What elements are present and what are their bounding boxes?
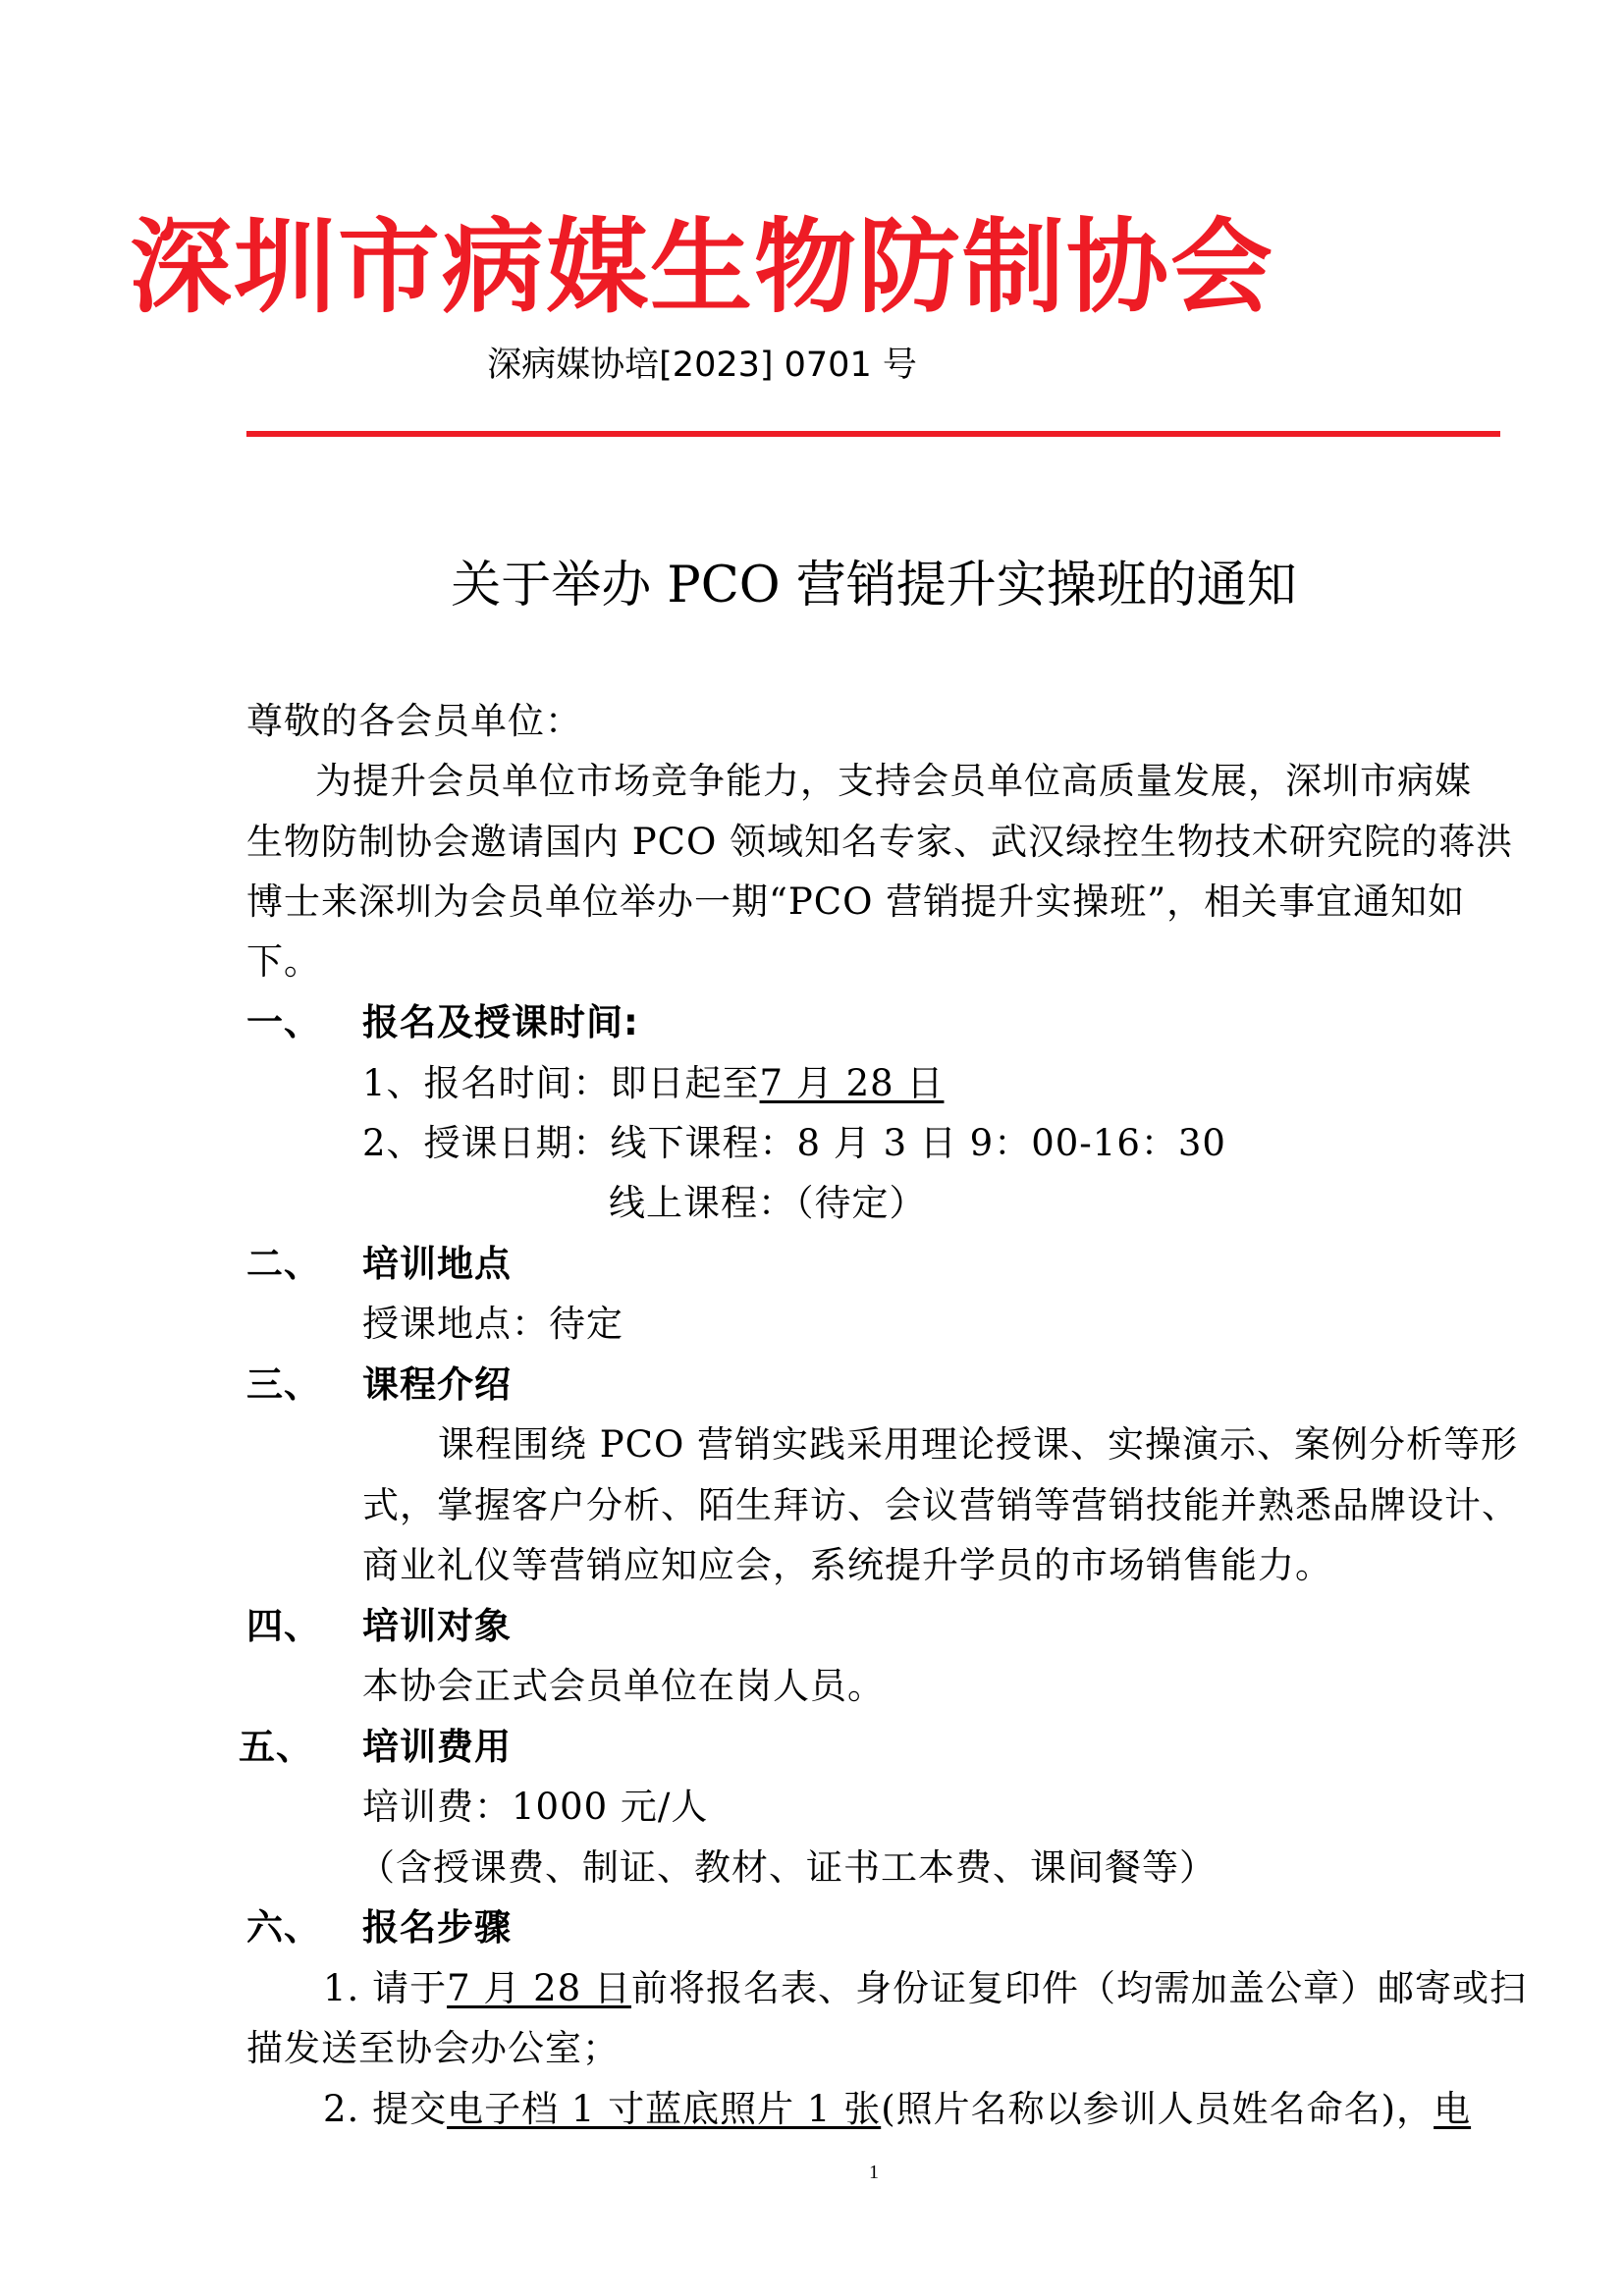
registration-deadline: 7 月 28 日 xyxy=(759,1062,945,1104)
notice-title: 关于举办 PCO 营销提升实操班的通知 xyxy=(451,557,1297,614)
page-number: 1 xyxy=(869,2162,879,2183)
section-1-heading: 报名及授课时间: xyxy=(362,1001,639,1043)
class-date: 2、授课日期：线下课程：8 月 3 日 9：00-16：30 xyxy=(362,1122,1226,1164)
section-1-number: 一、 xyxy=(246,1001,321,1043)
intro-line-4: 下。 xyxy=(246,940,321,983)
online-course: 线上课程：（待定） xyxy=(609,1182,927,1224)
org-name: 深圳市病媒生物防制协会 xyxy=(129,207,1274,327)
training-location: 授课地点：待定 xyxy=(362,1303,623,1345)
registration-time-label: 1、报名时间：即日起至 xyxy=(362,1062,760,1104)
section-3-heading: 课程介绍 xyxy=(362,1363,512,1406)
training-fee: 培训费：1000 元/人 xyxy=(362,1786,709,1828)
step-2-continued: 电 xyxy=(1434,2088,1472,2130)
section-3-number: 三、 xyxy=(246,1363,321,1406)
step-2-text: (照片名称以参训人员姓名命名)， xyxy=(881,2088,1435,2130)
intro-line-3: 博士来深圳为会员单位举办一期“PCO 营销提升实操班”，相关事宜通知如 xyxy=(246,881,1466,923)
document-number: 深病媒协培[2023] 0701 号 xyxy=(487,346,917,385)
section-5-heading: 培训费用 xyxy=(362,1726,512,1768)
section-2-heading: 培训地点 xyxy=(362,1243,512,1285)
step-1-prefix: 1. 请于 xyxy=(323,1967,448,2009)
step-2 xyxy=(323,2087,1471,2132)
section-4-heading: 培训对象 xyxy=(362,1605,512,1647)
letterhead-divider xyxy=(246,431,1500,437)
intro-line-1: 为提升会员单位市场竞争能力，支持会员单位高质量发展，深圳市病媒 xyxy=(315,760,1472,802)
step-2-photo-requirement: 电子档 1 寸蓝底照片 1 张 xyxy=(447,2088,882,2130)
step-1-line-2: 描发送至协会办公室； xyxy=(246,2027,620,2069)
course-intro-line-3: 商业礼仪等营销应知应会，系统提升学员的市场销售能力。 xyxy=(362,1544,1332,1586)
section-2-number: 二、 xyxy=(246,1243,321,1285)
salutation: 尊敬的各会员单位： xyxy=(246,700,582,742)
section-4-number: 四、 xyxy=(246,1605,321,1647)
step-1-deadline: 7 月 28 日 xyxy=(447,1967,631,2009)
section-5-number: 五、 xyxy=(239,1726,313,1768)
fee-includes: （含授课费、制证、教材、证书工本费、课间餐等） xyxy=(358,1846,1217,1889)
step-1-text: 前将报名表、身份证复印件（均需加盖公章）邮寄或扫 xyxy=(630,1967,1527,2009)
section-6-heading: 报名步骤 xyxy=(362,1906,512,1949)
registration-time xyxy=(362,1061,944,1106)
step-1 xyxy=(323,1966,1527,2011)
training-audience: 本协会正式会员单位在岗人员。 xyxy=(362,1665,885,1707)
intro-line-2: 生物防制协会邀请国内 PCO 领域知名专家、武汉绿控生物技术研究院的蒋洪 xyxy=(246,821,1514,863)
section-6-number: 六、 xyxy=(246,1906,321,1949)
course-intro-line-2: 式，掌握客户分析、陌生拜访、会议营销等营销技能并熟悉品牌设计、 xyxy=(362,1484,1519,1526)
course-intro-line-1: 课程围绕 PCO 营销实践采用理论授课、实操演示、案例分析等形 xyxy=(438,1423,1519,1466)
step-2-prefix: 2. 提交 xyxy=(323,2088,448,2130)
